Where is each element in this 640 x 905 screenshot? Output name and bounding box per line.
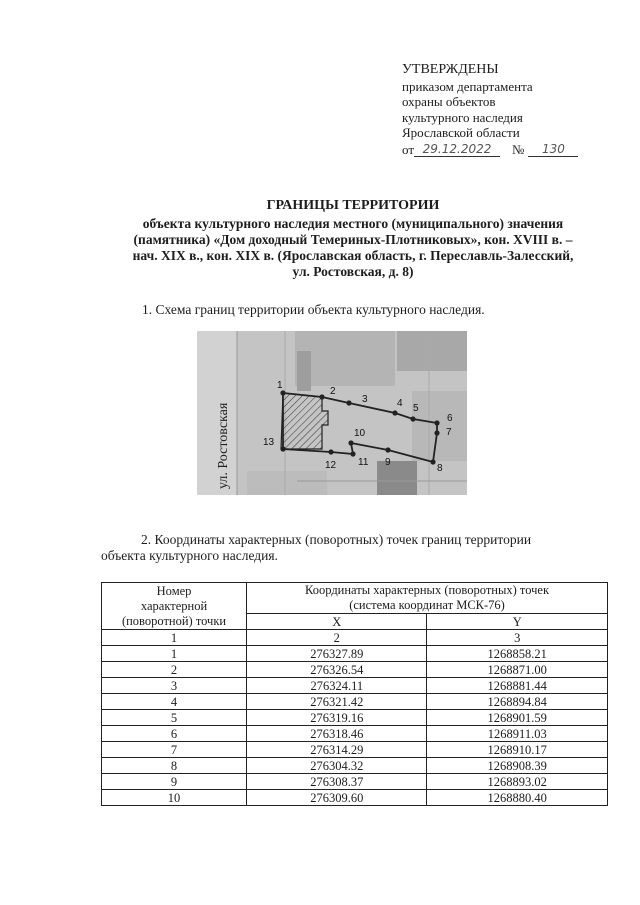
table-row <box>102 726 608 742</box>
table-cell: 276327.89 <box>247 646 427 662</box>
table-cell: 276319.16 <box>247 710 427 726</box>
handwritten-date: 29.12.2022 <box>414 143 500 157</box>
lot-area <box>412 391 467 461</box>
vertex-marker <box>430 459 435 464</box>
heritage-building-hatched <box>281 393 328 449</box>
table-cell: 4 <box>102 694 247 710</box>
title-main: ГРАНИЦЫ ТЕРРИТОРИИ <box>266 198 440 213</box>
coordinates-table <box>101 582 608 806</box>
table-row <box>102 694 608 710</box>
title-line: объекта культурного наследия местного (муниципального) значения <box>142 216 564 231</box>
approval-stamp <box>402 62 602 157</box>
table-cell: 1268893.02 <box>427 774 608 790</box>
table-cell: 276308.37 <box>247 774 427 790</box>
table-row <box>102 742 608 758</box>
table-cell: 6 <box>102 726 247 742</box>
table-cell: 9 <box>102 774 247 790</box>
building-shadow <box>297 351 311 391</box>
table-cell: 1268911.03 <box>427 726 608 742</box>
approval-heading: УТВЕРЖДЕНЫ <box>402 62 499 77</box>
approval-line: охраны объектов <box>402 94 496 109</box>
table-cell: 2 <box>247 630 427 646</box>
title-line: (памятника) «Дом доходный Темериных-Плотниковых», кон. XVIII в. – <box>133 232 573 247</box>
building-roof <box>377 461 417 495</box>
vertex-label: 3 <box>362 394 368 405</box>
table-row <box>102 646 608 662</box>
section-1-heading: 1. Схема границ территории объекта культурного наследия. <box>142 302 485 317</box>
table-row <box>102 678 608 694</box>
approval-line: приказом департамента <box>402 78 533 94</box>
table-cell: 1268908.39 <box>427 758 608 774</box>
table-cell: 8 <box>102 758 247 774</box>
vertex-marker <box>328 449 333 454</box>
vertex-label: 2 <box>330 386 336 397</box>
approval-line: Ярославской области <box>402 125 520 140</box>
vertex-label: 8 <box>437 463 443 474</box>
table-header-row <box>102 583 608 614</box>
table-cell: 7 <box>102 742 247 758</box>
table-cell: 1268901.59 <box>427 710 608 726</box>
table-cell: 276326.54 <box>247 662 427 678</box>
table-cell: 276318.46 <box>247 726 427 742</box>
section-2-line: объекта культурного наследия. <box>101 548 278 563</box>
vertex-marker <box>348 440 353 445</box>
table-cell: 1268910.17 <box>427 742 608 758</box>
vertex-marker <box>434 420 439 425</box>
table-row <box>102 758 608 774</box>
vertex-label: 12 <box>325 460 337 471</box>
header-coords-line: Координаты характерных (поворотных) точек <box>305 583 550 597</box>
table-cell: 276321.42 <box>247 694 427 710</box>
header-x: X <box>247 614 427 630</box>
vertex-label: 13 <box>263 437 275 448</box>
vertex-label: 1 <box>277 380 283 391</box>
table-cell: 2 <box>102 662 247 678</box>
vertex-label: 4 <box>397 398 403 409</box>
table-numbering-row <box>102 630 608 646</box>
vertex-label: 6 <box>447 413 453 424</box>
header-point-line: (поворотной) точки <box>121 613 227 628</box>
vertex-marker <box>434 430 439 435</box>
section-2-heading <box>101 532 609 564</box>
title-line: нач. XIX в., кон. XIX в. (Ярославская область, г. Переславль-Залесский, <box>132 248 574 263</box>
vertex-marker <box>280 446 285 451</box>
section-2-line: 2. Координаты характерных (поворотных) точек границ территории <box>141 532 532 547</box>
vertex-marker <box>280 390 285 395</box>
boundary-scheme-map <box>197 331 467 495</box>
vertex-marker <box>410 416 415 421</box>
header-point-number <box>102 583 247 630</box>
vertex-label: 5 <box>413 403 419 414</box>
table-cell: 10 <box>102 790 247 806</box>
approval-date-row <box>402 142 602 158</box>
table-row <box>102 774 608 790</box>
tree-area <box>397 331 467 371</box>
table-row <box>102 790 608 806</box>
table-cell: 276314.29 <box>247 742 427 758</box>
table-cell: 5 <box>102 710 247 726</box>
header-coords-line: (система координат МСК-76) <box>349 598 505 612</box>
table-cell: 3 <box>427 630 608 646</box>
table-row <box>102 662 608 678</box>
handwritten-number: 130 <box>528 143 578 157</box>
vertex-label: 10 <box>354 428 366 439</box>
header-point-line: характерной <box>140 598 208 613</box>
table-cell: 1268880.40 <box>427 790 608 806</box>
header-coordinates <box>247 583 608 614</box>
table-cell: 3 <box>102 678 247 694</box>
header-point-line: Номер <box>156 583 192 598</box>
street-label: ул. Ростовская <box>216 402 231 489</box>
table-cell: 1268871.00 <box>427 662 608 678</box>
title-line: ул. Ростовская, д. 8) <box>292 264 414 279</box>
vertex-marker <box>350 451 355 456</box>
table-cell: 1268894.84 <box>427 694 608 710</box>
vertex-label: 9 <box>385 457 391 468</box>
table-cell: 1 <box>102 646 247 662</box>
vertex-marker <box>319 394 324 399</box>
vertex-marker <box>392 410 397 415</box>
table-row <box>102 710 608 726</box>
table-cell: 276304.32 <box>247 758 427 774</box>
table-cell: 276309.60 <box>247 790 427 806</box>
vertex-label: 7 <box>446 427 452 438</box>
table-cell: 1 <box>102 630 247 646</box>
table-cell: 1268858.21 <box>427 646 608 662</box>
yard-area <box>247 471 327 495</box>
approval-line: культурного наследия <box>402 109 523 125</box>
table-cell: 1268881.44 <box>427 678 608 694</box>
date-prefix: от <box>402 141 415 157</box>
table-cell: 276324.11 <box>247 678 427 694</box>
vertex-marker <box>385 447 390 452</box>
document-title <box>96 198 610 280</box>
number-label: № <box>512 141 525 157</box>
vertex-label: 11 <box>358 457 369 468</box>
header-y: Y <box>427 614 608 630</box>
vertex-marker <box>346 400 351 405</box>
